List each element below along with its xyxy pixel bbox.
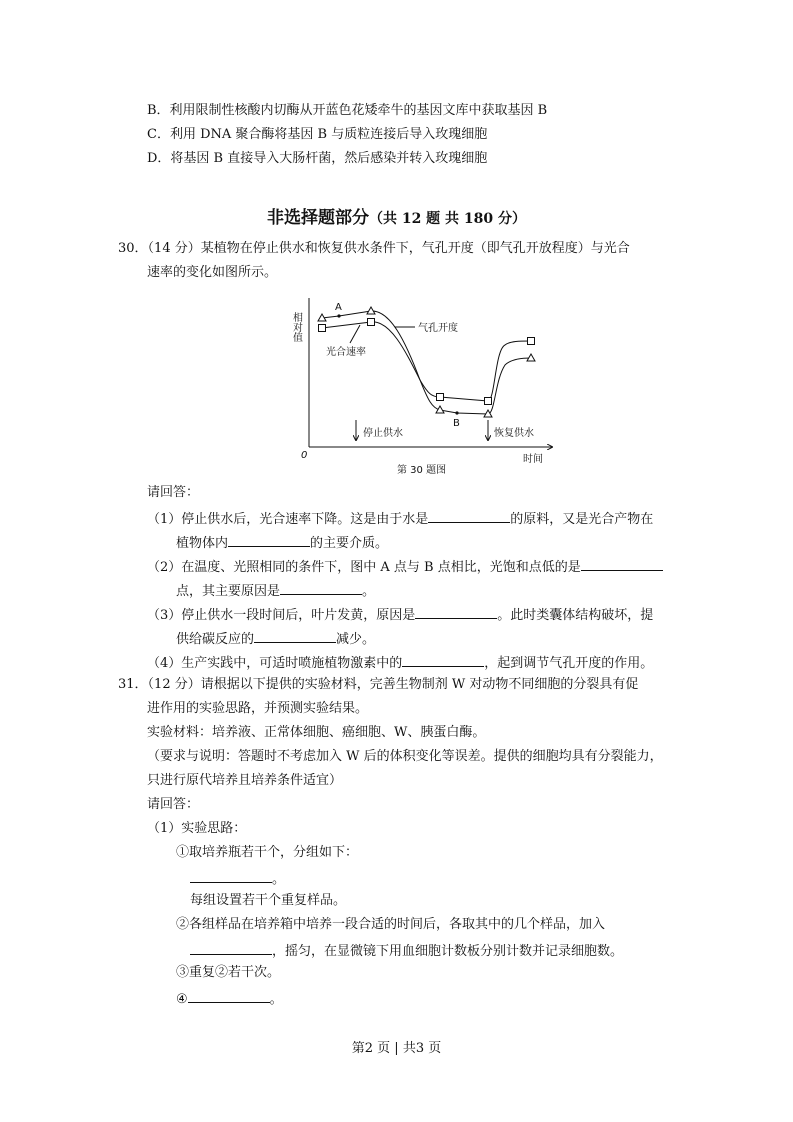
q30-stem: 30．（14 分）某植物在停止供水和恢复供水条件下，气孔开度（即气孔开放程度）与光合 <box>118 241 630 256</box>
answer-blank[interactable] <box>190 869 272 883</box>
text: 植物体内 <box>176 536 229 551</box>
legend-stomatal: 气孔开度 <box>418 323 458 334</box>
q30-part1 <box>147 509 653 528</box>
answer-blank[interactable] <box>428 509 510 523</box>
answer-blank[interactable] <box>228 533 310 547</box>
text: （4）生产实践中，可适时喷施植物激素中的 <box>147 656 403 671</box>
answer-blank[interactable] <box>280 581 362 595</box>
event-resume-water: 恢复供水 <box>494 428 534 439</box>
q30-part4 <box>147 653 653 672</box>
q30-part3 <box>147 605 653 624</box>
text: 的原料，又是光合产物在 <box>510 512 654 527</box>
q31-stem: 31．（12 分）请根据以下提供的实验材料，完善生物制剂 W 对动物不同细胞的分裂具有促 <box>118 677 639 692</box>
section-note: （共 12 题 共 180 分） <box>368 211 527 227</box>
answer-blank[interactable] <box>190 941 272 955</box>
answer-blank[interactable] <box>415 605 497 619</box>
text: 供给碳反应的 <box>176 632 255 647</box>
x-axis-label: 时间 <box>523 454 543 465</box>
answer-blank[interactable] <box>188 989 270 1003</box>
q31-step2-cont <box>190 941 623 960</box>
option-c: C．利用 DNA 聚合酶将基因 B 与质粒连接后导入玫瑰细胞 <box>147 127 488 142</box>
text: （1）停止供水后，光合速率下降。这是由于水是 <box>147 512 429 527</box>
page-footer: 第2 页 | 共3 页 <box>351 1041 442 1056</box>
q31-step3: ③重复②若干次。 <box>176 965 281 980</box>
text: 点，其主要原因是 <box>176 584 281 599</box>
q31-step4 <box>176 989 283 1008</box>
q30-part1-cont <box>176 533 388 552</box>
q31-step2: ②各组样品在培养箱中培养一段合适的时间后，各取其中的几个样品，加入 <box>176 917 606 932</box>
q31-ask: 请回答： <box>147 797 200 812</box>
text: （2）在温度、光照相同的条件下，图中 A 点与 B 点相比，光饱和点低的是 <box>147 560 581 575</box>
option-b: B．利用限制性核酸内切酶从开蓝色花矮牵牛的基因文库中获取基因 B <box>147 103 548 118</box>
answer-blank[interactable] <box>581 557 663 571</box>
option-d: D．将基因 B 直接导入大肠杆菌，然后感染并转入玫瑰细胞 <box>147 151 488 166</box>
q31-materials: 实验材料：培养液、正常体细胞、癌细胞、W、胰蛋白酶。 <box>147 725 486 740</box>
legend-photosynthesis: 光合速率 <box>326 347 366 358</box>
q31-step1-blank <box>190 869 285 888</box>
q30-part3-cont <box>176 629 375 648</box>
q30-ask: 请回答： <box>147 485 200 500</box>
y-axis-label: 相对值 <box>290 312 302 342</box>
q31-requirements-2: 只进行原代培养且培养条件适宜） <box>147 773 343 788</box>
answer-blank[interactable] <box>402 653 484 667</box>
q31-step1-note: 每组设置若干个重复样品。 <box>190 893 347 908</box>
text: 。此时类囊体结构破坏，提 <box>497 608 654 623</box>
q30-part2 <box>147 557 663 576</box>
point-b-label: B <box>453 418 460 429</box>
q31-part1: （1）实验思路： <box>147 821 247 836</box>
point-a-label: A <box>335 302 342 313</box>
text: 的主要介质。 <box>310 536 389 551</box>
event-stop-water: 停止供水 <box>363 428 403 439</box>
text: 。 <box>272 872 286 887</box>
point-a <box>337 314 340 317</box>
answer-blank[interactable] <box>254 629 336 643</box>
section-title <box>0 203 793 228</box>
text: 。 <box>362 584 376 599</box>
q31-stem-2: 进作用的实验思路，并预测实验结果。 <box>147 701 369 716</box>
q30-stem-2: 速率的变化如图所示。 <box>147 265 278 280</box>
figure-caption: 第 30 题图 <box>397 465 447 476</box>
point-b <box>455 411 458 414</box>
q31-requirements: （要求与说明：答题时不考虑加入 W 后的体积变化等误差。提供的细胞均具有分裂能力， <box>147 749 663 764</box>
text: （3）停止供水一段时间后，叶片发黄，原因是 <box>147 608 416 623</box>
text: ④ <box>176 992 188 1007</box>
origin-label: 0 <box>301 450 308 461</box>
text: 。 <box>269 992 283 1007</box>
text: ，起到调节气孔开度的作用。 <box>484 656 654 671</box>
section-title-text: 非选择题部分 <box>266 208 369 228</box>
text: 减少。 <box>336 632 376 647</box>
text: ，摇匀，在显微镜下用血细胞计数板分别计数并记录细胞数。 <box>272 944 624 959</box>
q31-step1: ①取培养瓶若干个，分组如下： <box>176 845 359 860</box>
q30-part2-cont <box>176 581 375 600</box>
q30-figure <box>290 290 560 480</box>
